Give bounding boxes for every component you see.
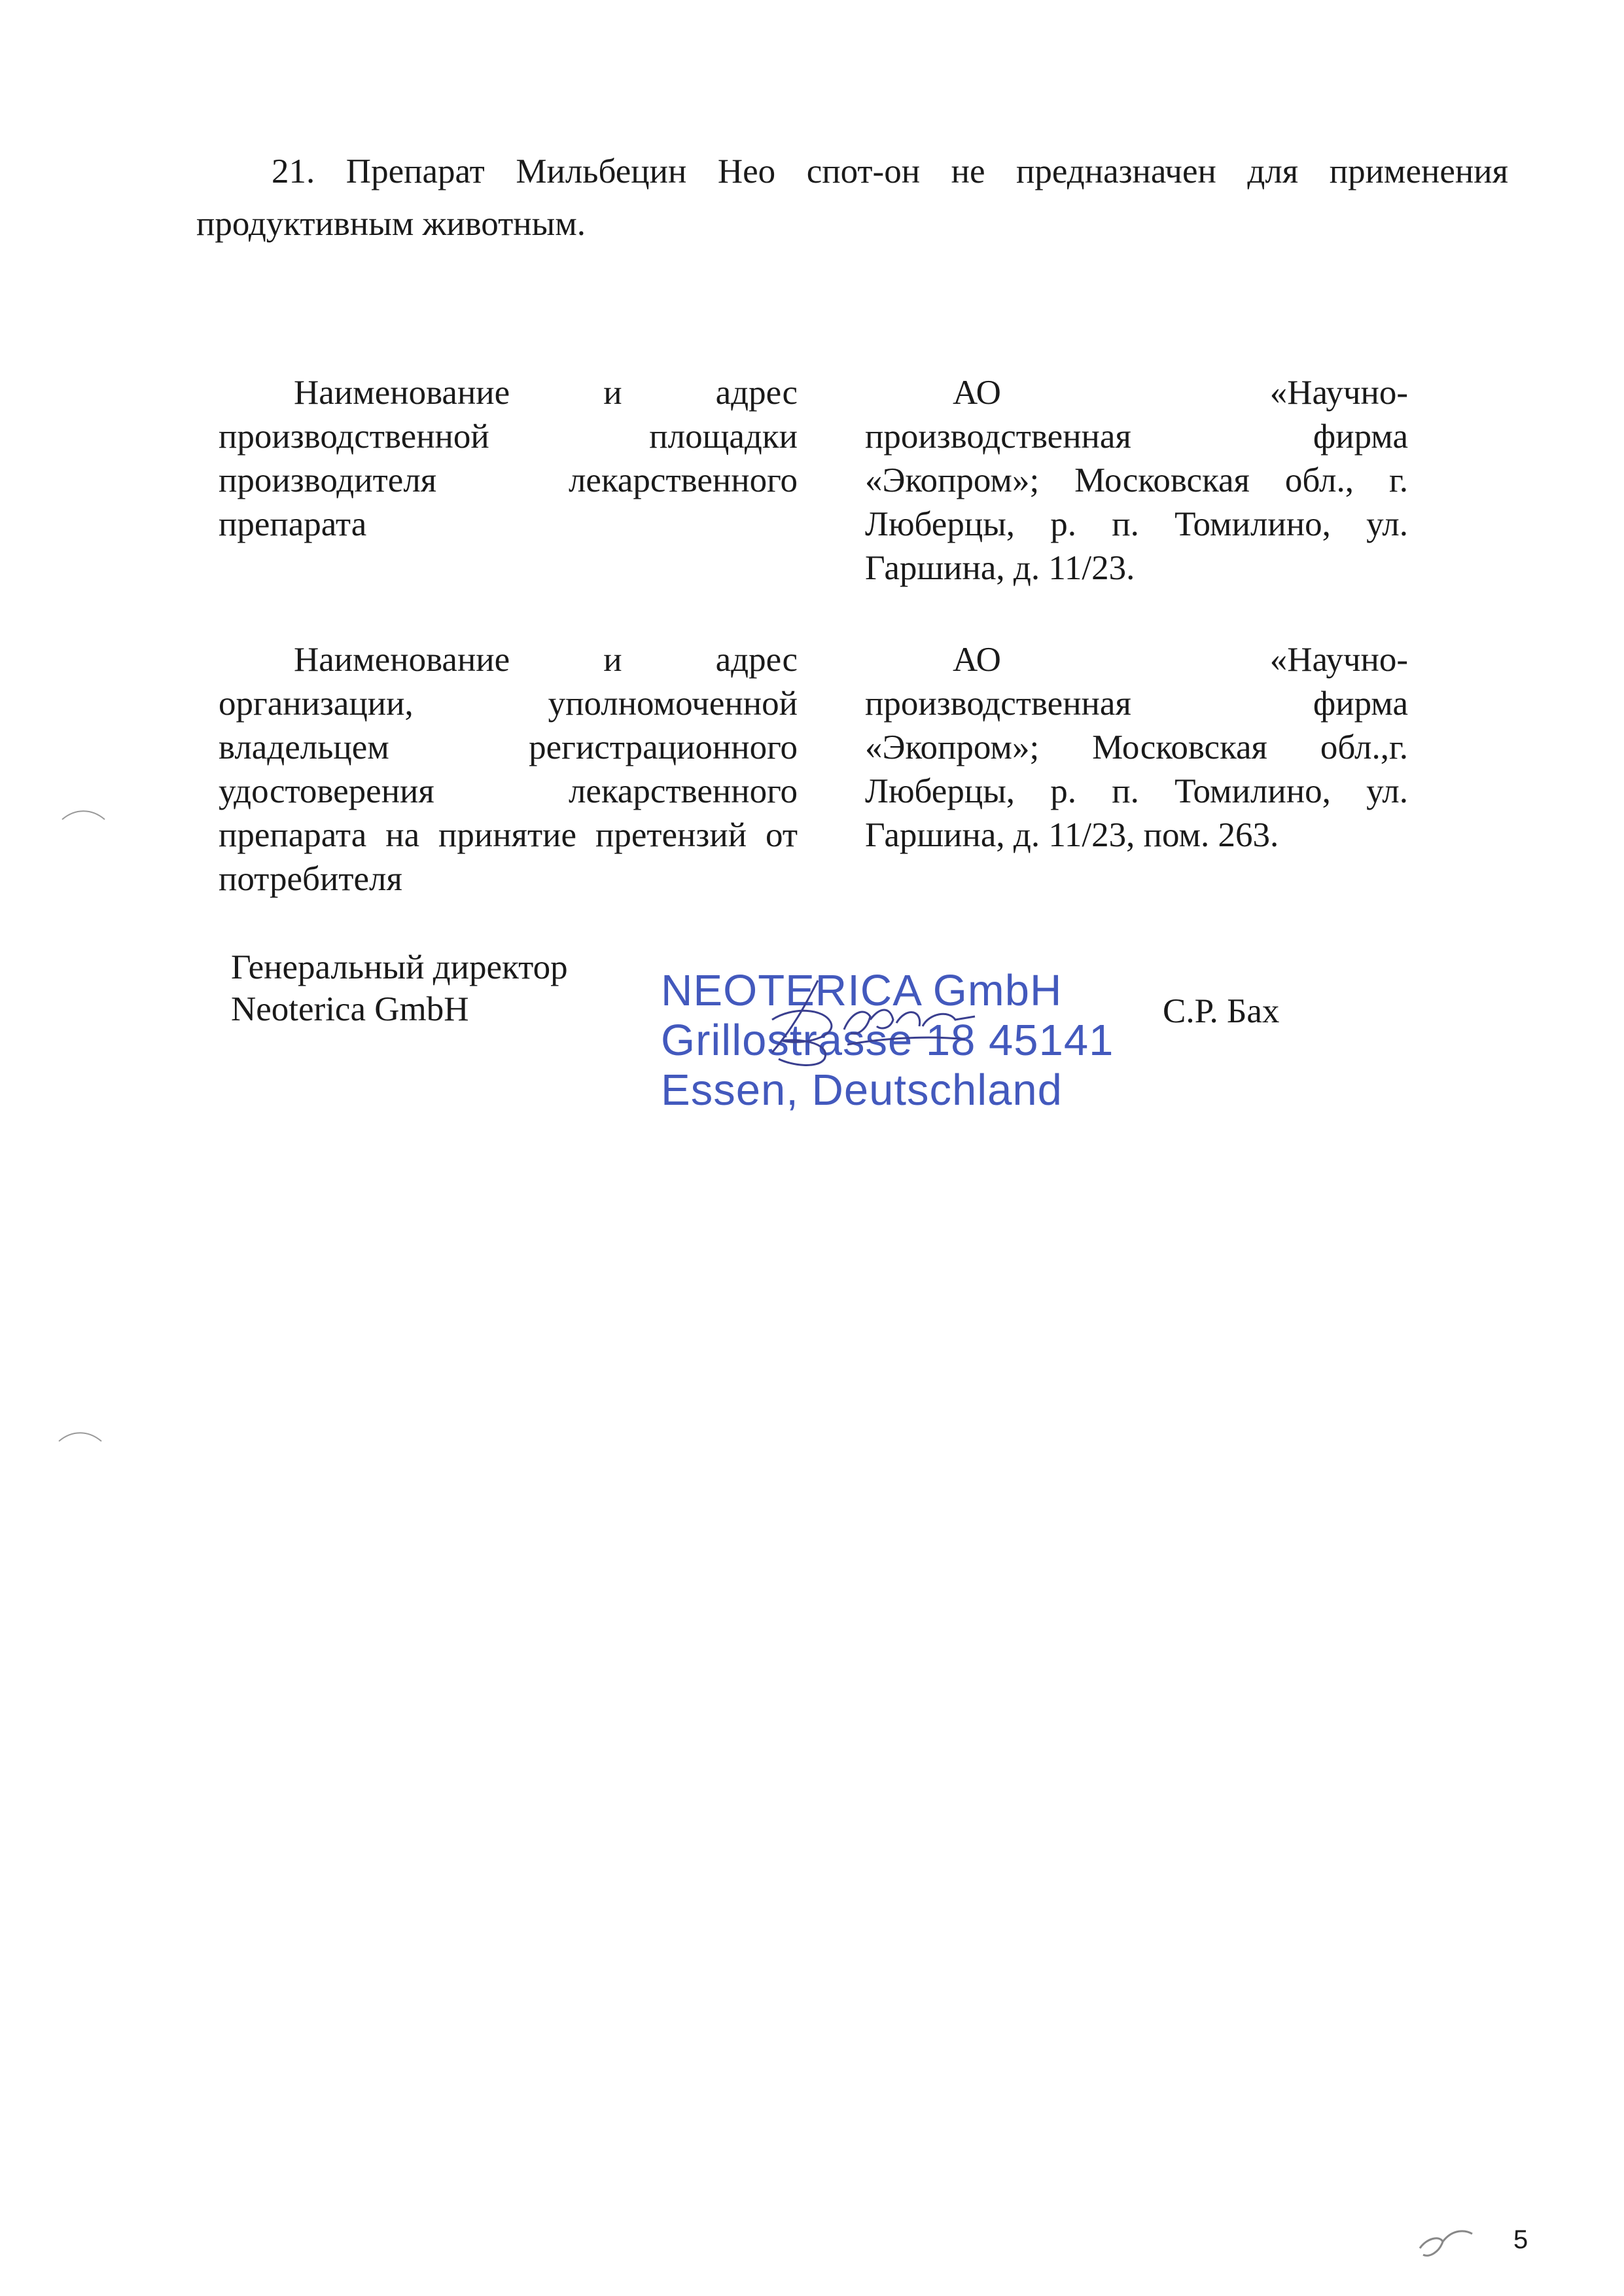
page-number: 5 [1513,2225,1528,2254]
signatory-role [231,946,568,1030]
role-line-2: Neoterica GmbH [231,990,469,1028]
signatory-name: С.Р. Бах [1163,992,1280,1030]
handwritten-page-mark [1407,2222,1479,2268]
claims-org-value: АО «Научно-производственная фирма «Экопром»; Московская обл.,г. Люберцы, р. п. Томилино, ул. Гаршина, д. 11/23, пом. 263. [865,641,1408,854]
manufacturer-value: АО «Научно-производственная фирма «Экопром»; Московская обл., г. Люберцы, р. п. Томилино, ул. Гаршина, д. 11/23. [865,374,1408,587]
stamp-line-2: Grillostrasse 18 45141 [661,1016,1114,1065]
manufacturer-label: Наименование и адрес производственной площадки производителя лекарственного препарата [219,374,798,543]
paragraph-21: 21. Препарат Мильбецин Нео спот-он не предназначен для применения продуктивным животным. [196,152,1508,243]
claims-org-label: Наименование и адрес организации, уполномоченной владельцем регистрационного удостоверения лекарственного препарата на принятие претензий от потребителя [219,641,798,898]
stamp-line-3: Essen, Deutschland [661,1066,1063,1115]
punch-hole-mark-bottom [56,1427,108,1446]
role-line-1: Генеральный директор [231,948,568,986]
handwritten-signature [733,967,981,1072]
punch-hole-mark-top [59,805,111,825]
stamp-line-1: NEOTERICA GmbH [661,966,1063,1015]
